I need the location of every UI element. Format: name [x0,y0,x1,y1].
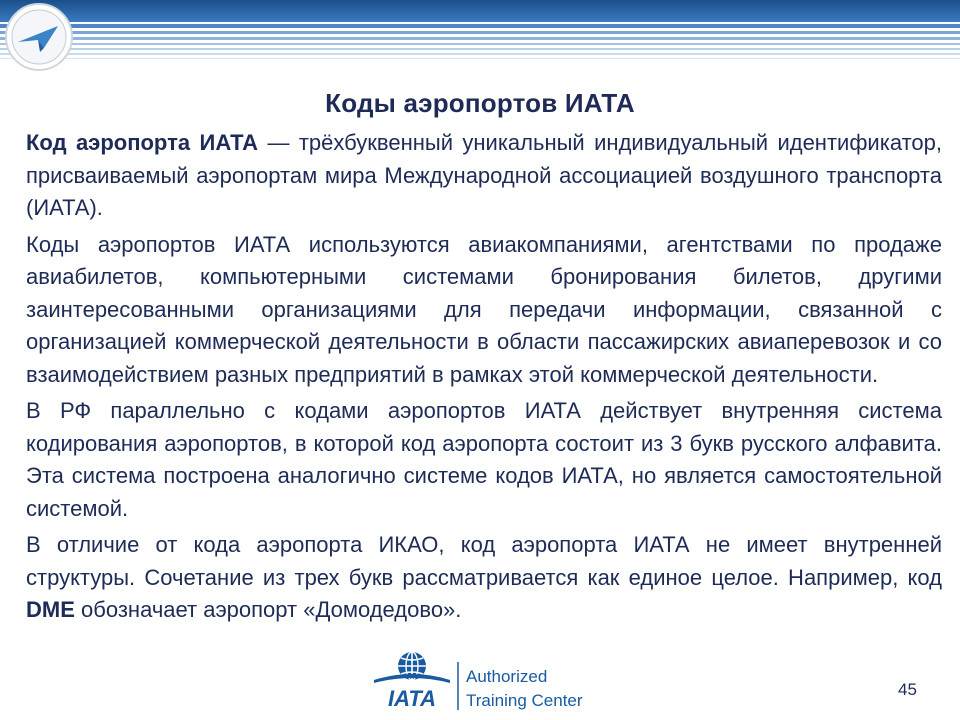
slide-title: Коды аэропортов ИАТА [325,88,635,118]
authorized-text: Authorized [466,667,548,686]
definition-text: — трёхбуквенный уникальный индивидуальный идентификатор, присваиваемый аэропортам мира Международной ассоциацией воздушного транспорта (ИАТА). [26,130,942,220]
page-number: 45 [898,680,917,699]
airplane-logo-icon [4,2,74,72]
iata-authorized-logo [372,648,592,714]
structure-text: В отличие от кода аэропорта ИКАО, код аэропорта ИАТА не имеет внутренней структуры. Сочетание из трех букв рассматривается как единое целое. Например, код [26,532,942,590]
structure-text-end: обозначает аэропорт «Домодедово». [74,597,462,622]
paragraph-definition [26,127,942,225]
code-example-bold: DME [26,597,75,622]
slide-body [26,127,942,631]
iata-brand-text: IATA [387,686,437,711]
term-bold: Код аэропорта ИАТА [26,130,259,155]
paragraph-usage: Коды аэропортов ИАТА используются авиакомпаниями, агентствами по продаже авиабилетов, компьютерными системами бронирования билетов, другими заинтересованными организациями для передачи информации, связанной с организацией коммерческой деятельности в области пассажирских авиаперевозок и со взаимодействием разных предприятий в рамках этой коммерческой деятельности. [26,231,942,387]
header-banner [0,0,960,80]
header-stripes [0,0,960,80]
iata-globe-icon [374,652,450,683]
paragraph-structure [26,529,942,627]
training-center-text: Training Center [466,691,583,710]
paragraph-russia: В РФ параллельно с кодами аэропортов ИАТА действует внутренняя система кодирования аэропортов, в которой код аэропорта состоит из 3 букв русского алфавита. Эта система построена аналогично системе кодов ИАТА, но является самостоятельной системой. [26,398,942,521]
